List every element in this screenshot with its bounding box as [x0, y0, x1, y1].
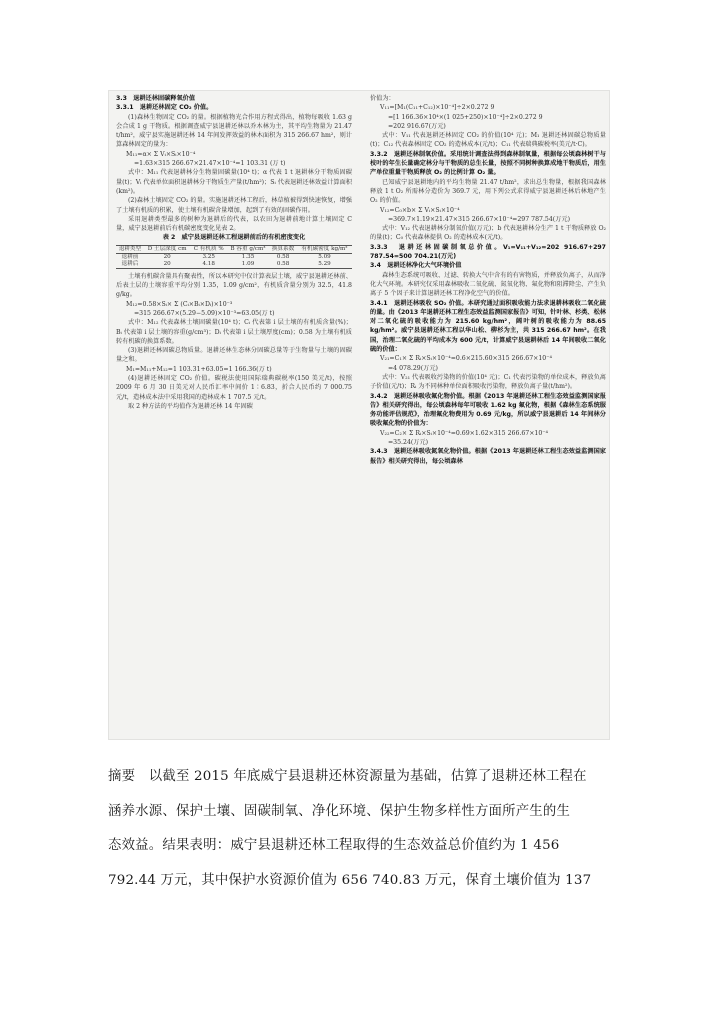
paragraph: 已知威宁县退耕地内的平均生物量 21.47 t/hm²，求出总生物量，根据我国森林释放 1 t O₂ 所需林分造价为 369.7 元，用下列公式求得威宁县退耕还林后林地产生 O₂ 的价值。 — [370, 178, 606, 205]
equation: =315 266.67×(5.29−5.09)×10⁻³=63.05(万 t) — [134, 309, 275, 317]
table-cell: 0.58 — [269, 261, 297, 269]
table-cell: 1.35 — [241, 253, 255, 260]
equation: V₁₂=C₀×b× Σ Vᵢ×Sᵢ×10⁻⁴ — [380, 206, 460, 214]
abstract-line: 态效益。结果表明：威宁县退耕还林工程取得的生态效益总价值约为 1 456 — [108, 838, 560, 853]
abstract-line: 涵养水源、保护土壤、固碳制氧、净化环境、保护生物多样性方面所产生的生 — [108, 803, 571, 819]
section-heading: 3.4.2 退耕还林吸收氟化物价值。根据《2013 年退耕还林工程生态效益监测国家报告》相关研究得出，每公顷森林每年可吸收 1.62 kg 氟化物，根据《森林生态系统服务功能评估规范》，治理氟化物费用为 0.69 元/kg，所以威宁县退耕后 14 年间林分吸收氟化物的价值为： — [370, 392, 606, 428]
equation: M₁₂=0.58×Sᵢ× Σ (Cᵢ×Bᵢ×Dᵢ)×10⁻³ — [126, 300, 233, 308]
paragraph: 式中：M₁₁ 代表退耕林分生物量固碳量(10⁴ t)；α 代表 1 t 退耕林分干物质固碳量(t)；Vᵢ 代表单位面积退耕林分干物质生产量(t/hm²)；Sᵢ 代表退耕还林效益计算面积(km²)。 — [116, 169, 352, 195]
table-caption: 表 2 威宁县退耕还林工程退耕前后的有机密度变化 — [162, 234, 306, 242]
paragraph: 式中：V₁₁ 代表退耕还林固定 CO₂ 的价值(10⁴ 元)；M₁ 退耕还林固碳总物质量(t)；C₁₂ 代表森林固定 CO₂ 的造林成本(元/t)；C₁₁ 代表瑞典碳税率(美元/t·C)。 — [370, 132, 606, 149]
section-heading: 3.4 退耕还林净化大气环境价值 — [370, 262, 462, 270]
table-2 — [116, 233, 352, 268]
equation: M₁=M₁₁+M₁₂=1 103.31+63.05=1 166.36(万 t) — [126, 365, 272, 373]
paragraph: 价值为： — [370, 95, 395, 102]
abstract-text — [108, 760, 618, 898]
paragraph: 取 2 种方法的平均值作为退耕还林 14 年固碳 — [128, 402, 253, 410]
abstract-line: 摘要 以截至 2015 年底威宁县退耕还林资源量为基础，估算了退耕还林工程在 — [108, 769, 587, 784]
table-header-cell: C 有机质 % — [190, 245, 226, 253]
paragraph: 土壤有机碳含量具有聚表性，所以本研究中仅计算表层土壤，威宁县退耕还林前、后表土层的土壤容重平均分别 1.35，1.09 g/cm²，有机质含量分别为 32.5，41.8 g/kg。 — [116, 272, 352, 299]
section-heading: 3.4.1 退耕还林吸收 SO₂ 价值。本研究通过面积吸收能力法求退耕林吸收二氧化硫的量。由《2013 年退耕还林工程生态效益监测国家报告》可知，针叶林、杉类、松林对二氧化硫的吸收能力为 215.60 kg/hm²，阔叶树的吸收能力为 88.65 kg/hm²。威宁县退耕还林工程以华山松、柳杉为主，共 315 266.67 hm²。在我国，治理二氧化硫的平均成本为 600 元/t，计算威宁县退耕林后 14 年间吸收二氧化硫的价值： — [370, 299, 606, 354]
section-heading: 3.3.1 退耕还林固定 CO₂ 价值。 — [116, 104, 213, 112]
table-cell: 退耕后 — [116, 261, 144, 269]
paragraph: (3)退耕还林固碳总物质量。退耕还林生态林分固碳总量等于生物量与土壤的固碳量之和。 — [116, 347, 352, 364]
table-row — [116, 253, 352, 261]
equation: =[1 166.36×10⁴×(1 025+250)×10⁻⁴]÷2×0.272 9 — [388, 113, 543, 121]
article-right-column — [370, 94, 606, 466]
table-row — [116, 261, 352, 269]
table-cell: 20 — [163, 253, 171, 260]
table-cell: 1.09 — [227, 261, 269, 269]
paragraph: (1)森林生物固定 CO₂ 的量。根据植物光合作用方程式得出，植物每吸收 1.63 g 会合成 1 g 干物质。根据调查威宁县退耕还林以乔木林为主，其平均生物量为 21.47 t/hm²，威宁县实施退耕还林 14 年间发挥效益的林木面积为 315 266.67 hm²，则计算森林固定的量为： — [116, 113, 352, 149]
table-cell: 4.18 — [190, 261, 226, 269]
equation: M₁₁=α× Σ Vᵢ×Sᵢ×10⁻⁴ — [126, 150, 196, 158]
abstract-line: 792.44 万元，其中保护水资源价值为 656 740.83 万元，保育土壤价值为 137 — [108, 872, 592, 888]
section-heading: 3.4.3 退耕还林吸收氮氧化物价值。根据《2013 年退耕还林工程生态效益监测国家报告》相关研究得出，每公顷森林 — [370, 448, 606, 465]
table-cell: 20 — [144, 261, 191, 269]
section-heading: 3.3.2 退耕还林制氧价值。采用统计调查法得到森林制氧量，根据每公顷森林树干与枝叶的年生长量确定林分与干物质的总生长量，按照不同树种换算成地干物质后，用生产单位重量干物质释放 O₂ 的比例计算 O₂ 量。 — [370, 150, 606, 177]
table-cell: 5.29 — [297, 261, 352, 269]
equation: =35.24(万元) — [388, 438, 429, 446]
paragraph: (4)退耕还林固定 CO₂ 价值。碳税法使用国际瑞典碳税率(150 美元/t)，按照 2009 年 6 月 30 日美元对人民币汇率中间价 1∶6.83，折合人民币约 7 000.75 元/t，造林成本法中采用我国的造林成本 1 707.5 元/t。 — [116, 375, 352, 401]
table-header-cell: 退耕类型 — [116, 245, 144, 253]
paragraph: 采用退耕类型最多的树种为退耕后的代表，以农田为退耕前地计算土壤固定 C 量，威宁县退耕前后有机碳密度变化见表 2。 — [116, 215, 352, 233]
equation: =369.7×1.19×21.47×315 266.67×10⁻⁴=297 787.54(万元) — [388, 215, 570, 223]
paragraph: (2)森林土壤固定 CO₂ 的量。实施退耕还林工程后，林草植被得到快速恢复，增强了土壤有机质的积累，使土壤有机碳含量增加，起到了有效的固碳作用。 — [116, 197, 352, 214]
table-header-cell: 换算系数 — [269, 245, 297, 253]
table-cell: 0.58 — [276, 253, 290, 260]
equation: V₁₁=[M₁(C₁₁+C₁₂)×10⁻⁴]÷2×0.272 9 — [380, 104, 495, 112]
paragraph: 森林生态系统可吸收、过滤、转换大气中含有的有害物质，并释放负离子，从而净化大气环境。本研究仅采用森林吸收二氧化硫、氮氧化物、氟化物和阻滞降尘、产生负离子 5 个因子来计算退耕还林工程净化空气的价值。 — [370, 271, 606, 298]
section-heading: 3.3 退耕还林固碳释氧价值 — [116, 95, 196, 102]
table-cell: 3.25 — [202, 253, 215, 260]
paragraph: 式中：V₂₁ 代表吸收污染物的价值(10⁴ 元)；C₁ 代表污染物的单位成本，释放负离子价值(元/t)；Rᵢ 为不同林种单位面积吸收污染物，释放负离子量(t/hm²)。 — [370, 373, 606, 391]
scanned-article-image — [108, 90, 610, 740]
article-left-column — [116, 94, 352, 411]
table-cell: 退耕前 — [121, 253, 139, 260]
section-heading: 3.3.3 退耕还林固碳制氧总价值。V₁=V₁₁+V₁₂=202 916.67+297 787.54=500 704.21(万元) — [370, 243, 606, 261]
paragraph: 式中：V₁₂ 代表退耕林分制氧价值(万元)；b 代表退耕林分生产 1 t 干物质释放 O₂ 的量(t)；C₀ 代表森林提供 O₂ 的造林成本(元/t)。 — [370, 225, 606, 242]
equation: =202 916.67(万元) — [388, 122, 446, 130]
table-header-cell: B 容重 g/cm³ — [227, 245, 269, 253]
paragraph: 式中：M₁₂ 代表森林土壤固碳量(10⁴ t)；Cᵢ 代表第 i 层土壤的有机质含量(%)；Bᵢ 代表第 i 层土壤的容重(g/cm³)；Dᵢ 代表第 i 层土壤厚度(cm)；0.58 为土壤有机质转有机碳的换算系数。 — [116, 319, 352, 345]
table-cell: 5.09 — [318, 253, 331, 260]
equation: V₂₂=C₂× Σ Rᵢ×Sᵢ×10⁻⁴=0.69×1.62×315 266.67×10⁻⁴ — [380, 429, 549, 437]
equation: =1.63×315 266.67×21.47×10⁻⁴=1 103.31 (万 t) — [134, 160, 286, 168]
table-header-cell: 有机碳密度 kg/m² — [297, 245, 352, 253]
equation: =4 078.29(万元) — [388, 364, 438, 372]
equation: V₂₁=C₁× Σ Rᵢ×Sᵢ×10⁻⁴=0.6×215.60×315 266.67×10⁻⁴ — [380, 355, 552, 363]
table-header-cell: D 土层深度 cm — [144, 245, 191, 253]
